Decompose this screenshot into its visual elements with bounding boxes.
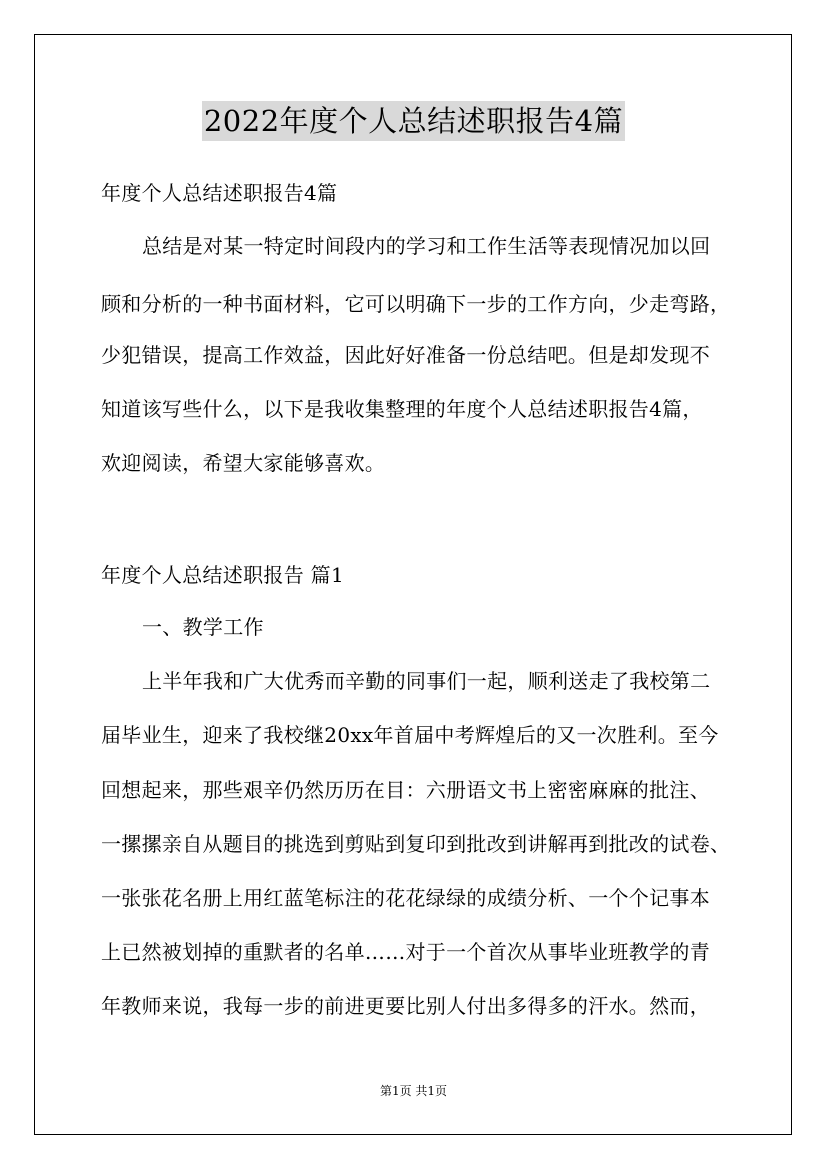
body-line: 上半年我和广大优秀而辛勤的同事们一起，顺利送走了我校第二 <box>142 669 711 693</box>
intro-line: 少犯错误，提高工作效益，因此好好准备一份总结吧。但是却发现不 <box>101 343 710 367</box>
body-line: 上已然被划掉的重默者的名单……对于一个首次从事毕业班教学的青 <box>101 940 710 964</box>
body-line: 回想起来，那些艰辛仍然历历在目：六册语文书上密密麻麻的批注、 <box>101 778 710 802</box>
body-line: 届毕业生，迎来了我校继20xx年首届中考辉煌后的又一次胜利。至今 <box>101 723 719 747</box>
intro-line: 欢迎阅读，希望大家能够喜欢。 <box>101 451 386 475</box>
body-line: 年教师来说，我每一步的前进更要比别人付出多得多的汗水。然而， <box>101 994 710 1018</box>
body-line: 一摞摞亲自从题目的挑选到剪贴到复印到批改到讲解再到批改的试卷、 <box>101 832 731 856</box>
title-container <box>0 101 827 141</box>
page-footer: 第1页 共1页 <box>379 1084 448 1098</box>
document-title: 2022年度个人总结述职报告4篇 <box>202 101 625 141</box>
intro-line: 总结是对某一特定时间段内的学习和工作生活等表现情况加以回 <box>142 234 711 258</box>
section-heading: 年度个人总结述职报告 篇1 <box>101 563 344 587</box>
intro-line: 顾和分析的一种书面材料，它可以明确下一步的工作方向，少走弯路， <box>101 292 731 316</box>
document-subtitle: 年度个人总结述职报告4篇 <box>101 181 338 205</box>
body-line: 一张张花名册上用红蓝笔标注的花花绿绿的成绩分析、一个个记事本 <box>101 886 710 910</box>
intro-line: 知道该写些什么，以下是我收集整理的年度个人总结述职报告4篇， <box>101 397 703 421</box>
sub-heading: 一、教学工作 <box>142 615 264 639</box>
